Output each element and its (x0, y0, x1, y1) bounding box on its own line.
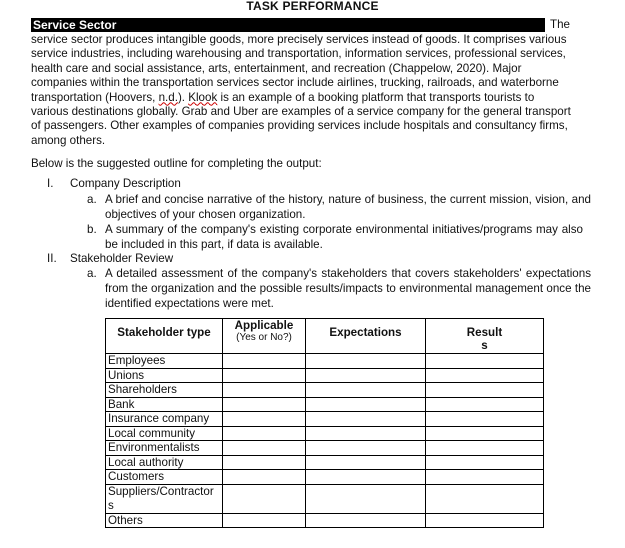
table-row (106, 513, 544, 528)
applicable-cell[interactable] (223, 484, 306, 513)
paragraph-line: health care and social assistance, arts, entertainment, and recreation (Chappelow, 2020). Major (31, 61, 522, 75)
applicable-cell[interactable] (223, 354, 306, 369)
applicable-cell[interactable] (223, 397, 306, 412)
header-stakeholder-type: Stakeholder type (106, 319, 223, 354)
outline-subitem (87, 222, 583, 252)
outline-subitem-text: A brief and concise narrative of the history, nature of business, the current mission, vision, and objectives of your chosen organization. (105, 193, 591, 221)
applicable-cell[interactable] (223, 470, 306, 485)
outline-label: Company Description (70, 177, 181, 190)
results-cell[interactable] (426, 412, 544, 427)
expectations-cell[interactable] (306, 470, 426, 485)
outline-number: I. (47, 177, 54, 190)
expectations-cell[interactable] (306, 412, 426, 427)
expectations-cell[interactable] (306, 383, 426, 398)
table-row (106, 383, 544, 398)
applicable-cell[interactable] (223, 455, 306, 470)
table-row (106, 441, 544, 456)
results-cell[interactable] (426, 368, 544, 383)
paragraph-line: companies within the transportation services sector include airlines, trucking, railroads, and waterborne (31, 76, 559, 90)
results-cell[interactable] (426, 455, 544, 470)
stakeholder-cell: Local community (106, 426, 223, 441)
results-cell[interactable] (426, 354, 544, 369)
applicable-cell[interactable] (223, 383, 306, 398)
outline-subitem (87, 266, 591, 311)
stakeholder-cell: Customers (106, 470, 223, 485)
stakeholder-cell: Shareholders (106, 383, 223, 398)
paragraph-line: service industries, including warehousing and transportation, information services, professional services, (31, 47, 566, 61)
spellcheck-flag: Klook (188, 90, 218, 104)
service-sector-paragraph (31, 33, 591, 148)
paragraph-line: transportation (Hoovers, n.d.). Klook is an example of a booking platform that transports tourists to (31, 90, 535, 104)
table-row (106, 426, 544, 441)
applicable-cell[interactable] (223, 412, 306, 427)
expectations-cell[interactable] (306, 397, 426, 412)
applicable-cell[interactable] (223, 368, 306, 383)
applicable-cell[interactable] (223, 513, 306, 528)
paragraph-line: among others. (31, 133, 106, 147)
expectations-cell[interactable] (306, 426, 426, 441)
stakeholder-cell: Unions (106, 368, 223, 383)
outline-label: Stakeholder Review (70, 252, 174, 265)
paragraph-line: various destinations globally. Grab and Uber are examples of a service company for the general transport (31, 105, 571, 119)
page-title: TASK PERFORMANCE (246, 0, 379, 13)
table-row (106, 354, 544, 369)
expectations-cell[interactable] (306, 368, 426, 383)
results-cell[interactable] (426, 470, 544, 485)
results-cell[interactable] (426, 383, 544, 398)
stakeholder-cell: Others (106, 513, 223, 528)
table-row (106, 484, 544, 513)
stakeholder-cell: Suppliers/Contractor s (106, 484, 223, 513)
expectations-cell[interactable] (306, 513, 426, 528)
expectations-cell[interactable] (306, 354, 426, 369)
outline-subitem-letter: a. (87, 267, 97, 280)
outline-intro: Below is the suggested outline for completing the output: (31, 157, 322, 170)
stakeholder-cell: Bank (106, 397, 223, 412)
applicable-cell[interactable] (223, 426, 306, 441)
stakeholder-table (105, 318, 544, 528)
table-row (106, 455, 544, 470)
table-row (106, 470, 544, 485)
header-results: Result s (426, 319, 544, 354)
table-row (106, 412, 544, 427)
paragraph-line: of passengers. Other examples of companies providing services include hospitals and consultancy firms, (31, 119, 568, 133)
outline-subitem (87, 192, 591, 222)
stakeholder-cell: Employees (106, 354, 223, 369)
outline-subitem-letter: b. (87, 223, 97, 236)
stakeholder-cell: Insurance company (106, 412, 223, 427)
header-applicable: Applicable (Yes or No?) (223, 319, 306, 354)
results-cell[interactable] (426, 426, 544, 441)
table-header-row (106, 319, 544, 354)
expectations-cell[interactable] (306, 455, 426, 470)
results-cell[interactable] (426, 397, 544, 412)
paragraph-line: service sector produces intangible goods, more precisely services instead of goods. It comprises various (31, 33, 567, 46)
spellcheck-flag: n.d. (158, 90, 178, 104)
expectations-cell[interactable] (306, 484, 426, 513)
applicable-cell[interactable] (223, 441, 306, 456)
section-heading: Service Sector (31, 18, 545, 32)
table-row (106, 368, 544, 383)
section-heading-trailing-word: The (550, 18, 570, 31)
outline-subitem-letter: a. (87, 193, 97, 206)
header-expectations: Expectations (306, 319, 426, 354)
stakeholder-cell: Local authority (106, 455, 223, 470)
outline-subitem-text: A summary of the company's existing corporate environmental initiatives/programs may also be included in this part, if data is available. (105, 223, 583, 251)
outline-number: II. (47, 252, 57, 265)
results-cell[interactable] (426, 441, 544, 456)
stakeholder-cell: Environmentalists (106, 441, 223, 456)
results-cell[interactable] (426, 484, 544, 513)
table-row (106, 397, 544, 412)
results-cell[interactable] (426, 513, 544, 528)
outline-subitem-text: A detailed assessment of the company's stakeholders that covers stakeholders' expectations from the organization and the possible results/impacts to environmental management once the identified expectations were met. (105, 267, 591, 310)
expectations-cell[interactable] (306, 441, 426, 456)
